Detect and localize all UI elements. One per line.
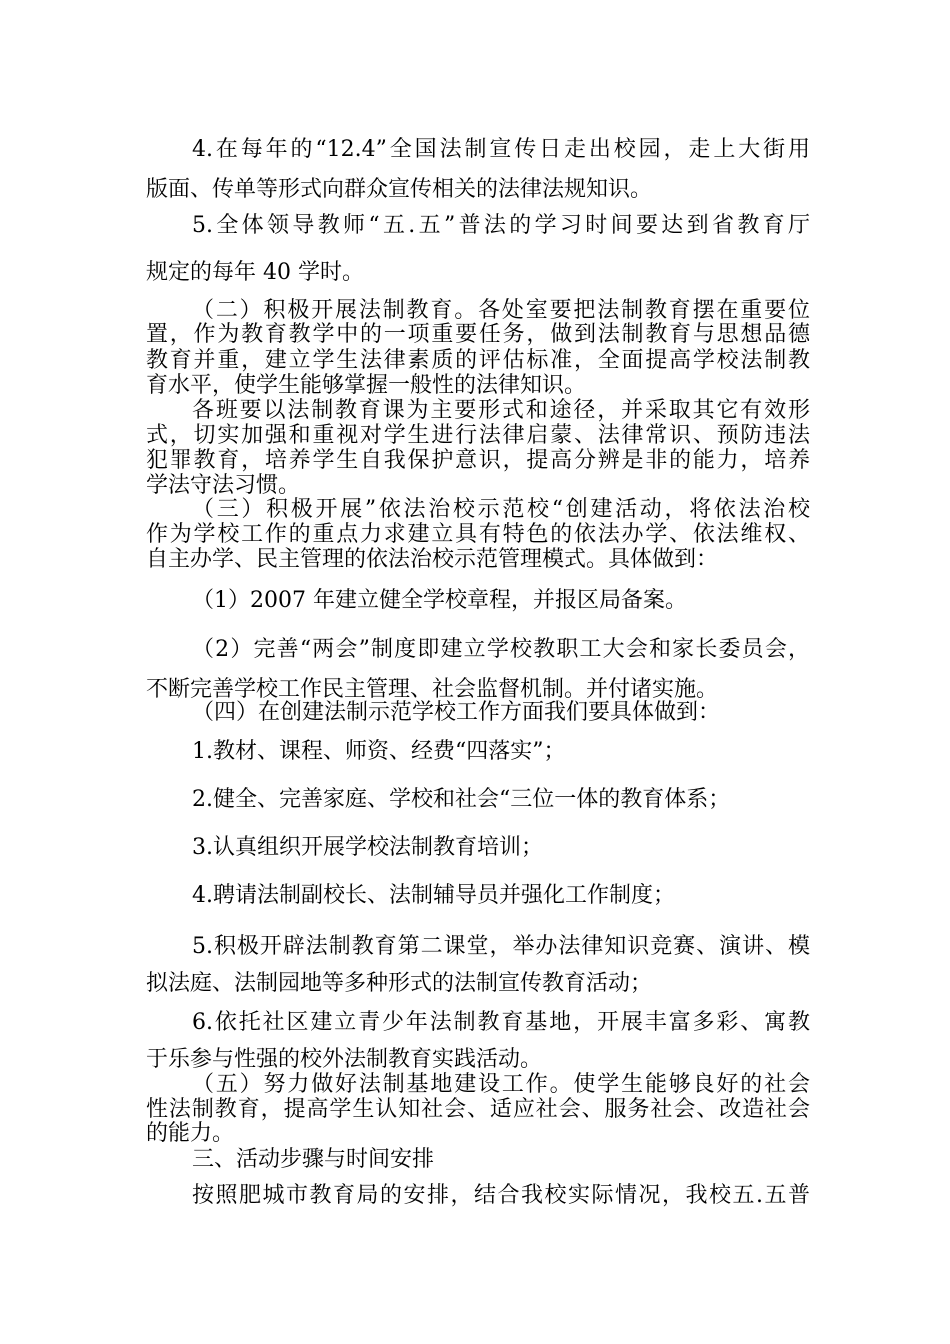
text-line: 2.健全、完善家庭、学校和社会“三位一体的教育体系； (192, 787, 731, 812)
text-line: （1）2007 年建立健全学校章程，并报区局备案。 (192, 588, 687, 613)
text-line: 于乐参与性强的校外法制教育实践活动。 (146, 1047, 543, 1072)
text-line: （四）在创建法制示范学校工作方面我们要具体做到： (192, 700, 721, 725)
section-heading: 三、活动步骤与时间安排 (192, 1147, 435, 1172)
text-line: 置，作为教育教学中的一项重要任务，做到法制教育与思想品德 (146, 322, 810, 347)
text-line: 4.聘请法制副校长、法制辅导员并强化工作制度； (192, 883, 675, 908)
text-line: 5.全体领导教师“五.五”普法的学习时间要达到省教育厅 (192, 213, 810, 238)
text-line: 性法制教育，提高学生认知社会、适应社会、服务社会、改造社会 (146, 1097, 810, 1122)
text-line: 1.教材、课程、师资、经费“四落实”； (192, 739, 566, 764)
text-line: 犯罪教育，培养学生自我保护意识，提高分辨是非的能力，培养 (146, 448, 810, 473)
text-line: 按照肥城市教育局的安排，结合我校实际情况，我校五.五普 (192, 1183, 810, 1208)
text-line: 式，切实加强和重视对学生进行法律启蒙、法律常识、预防违法 (146, 423, 810, 448)
text-line: 规定的每年 40 学时。 (146, 260, 364, 285)
text-line: 版面、传单等形式向群众宣传相关的法律法规知识。 (146, 177, 653, 202)
text-line: （二）积极开展法制教育。各处室要把法制教育摆在重要位 (192, 298, 810, 323)
text-line: （2）完善“两会”制度即建立学校教职工大会和家长委员会， (192, 637, 810, 662)
text-line: 拟法庭、法制园地等多种形式的法制宣传教育活动； (146, 971, 653, 996)
text-line: 3.认真组织开展学校法制教育培训； (192, 835, 543, 860)
text-line: 学法守法习惯。 (146, 473, 301, 498)
text-line: 育水平，使学生能够掌握一般性的法律知识。 (146, 373, 587, 398)
text-line: 5.积极开辟法制教育第二课堂，举办法律知识竞赛、演讲、模 (192, 934, 810, 959)
text-line: 教育并重，建立学生法律素质的评估标准，全面提高学校法制教 (146, 348, 810, 373)
text-line: （五）努力做好法制基地建设工作。使学生能够良好的社会 (192, 1072, 810, 1097)
text-line: 6.依托社区建立青少年法制教育基地，开展丰富多彩、寓教 (192, 1010, 810, 1035)
text-line: 作为学校工作的重点力求建立具有特色的依法办学、依法维权、 (146, 522, 810, 547)
text-line: 的能力。 (146, 1121, 235, 1146)
text-line: 各班要以法制教育课为主要形式和途径，并采取其它有效形 (192, 398, 810, 423)
text-line: 自主办学、民主管理的依法治校示范管理模式。具体做到： (146, 547, 719, 572)
text-line: 不断完善学校工作民主管理、社会监督机制。并付诸实施。 (146, 677, 719, 702)
text-line: （三）积极开展”依法治校示范校“创建活动，将依法治校 (192, 497, 810, 522)
text-line: 4.在每年的“12.4”全国法制宣传日走出校园，走上大街用 (192, 137, 810, 162)
